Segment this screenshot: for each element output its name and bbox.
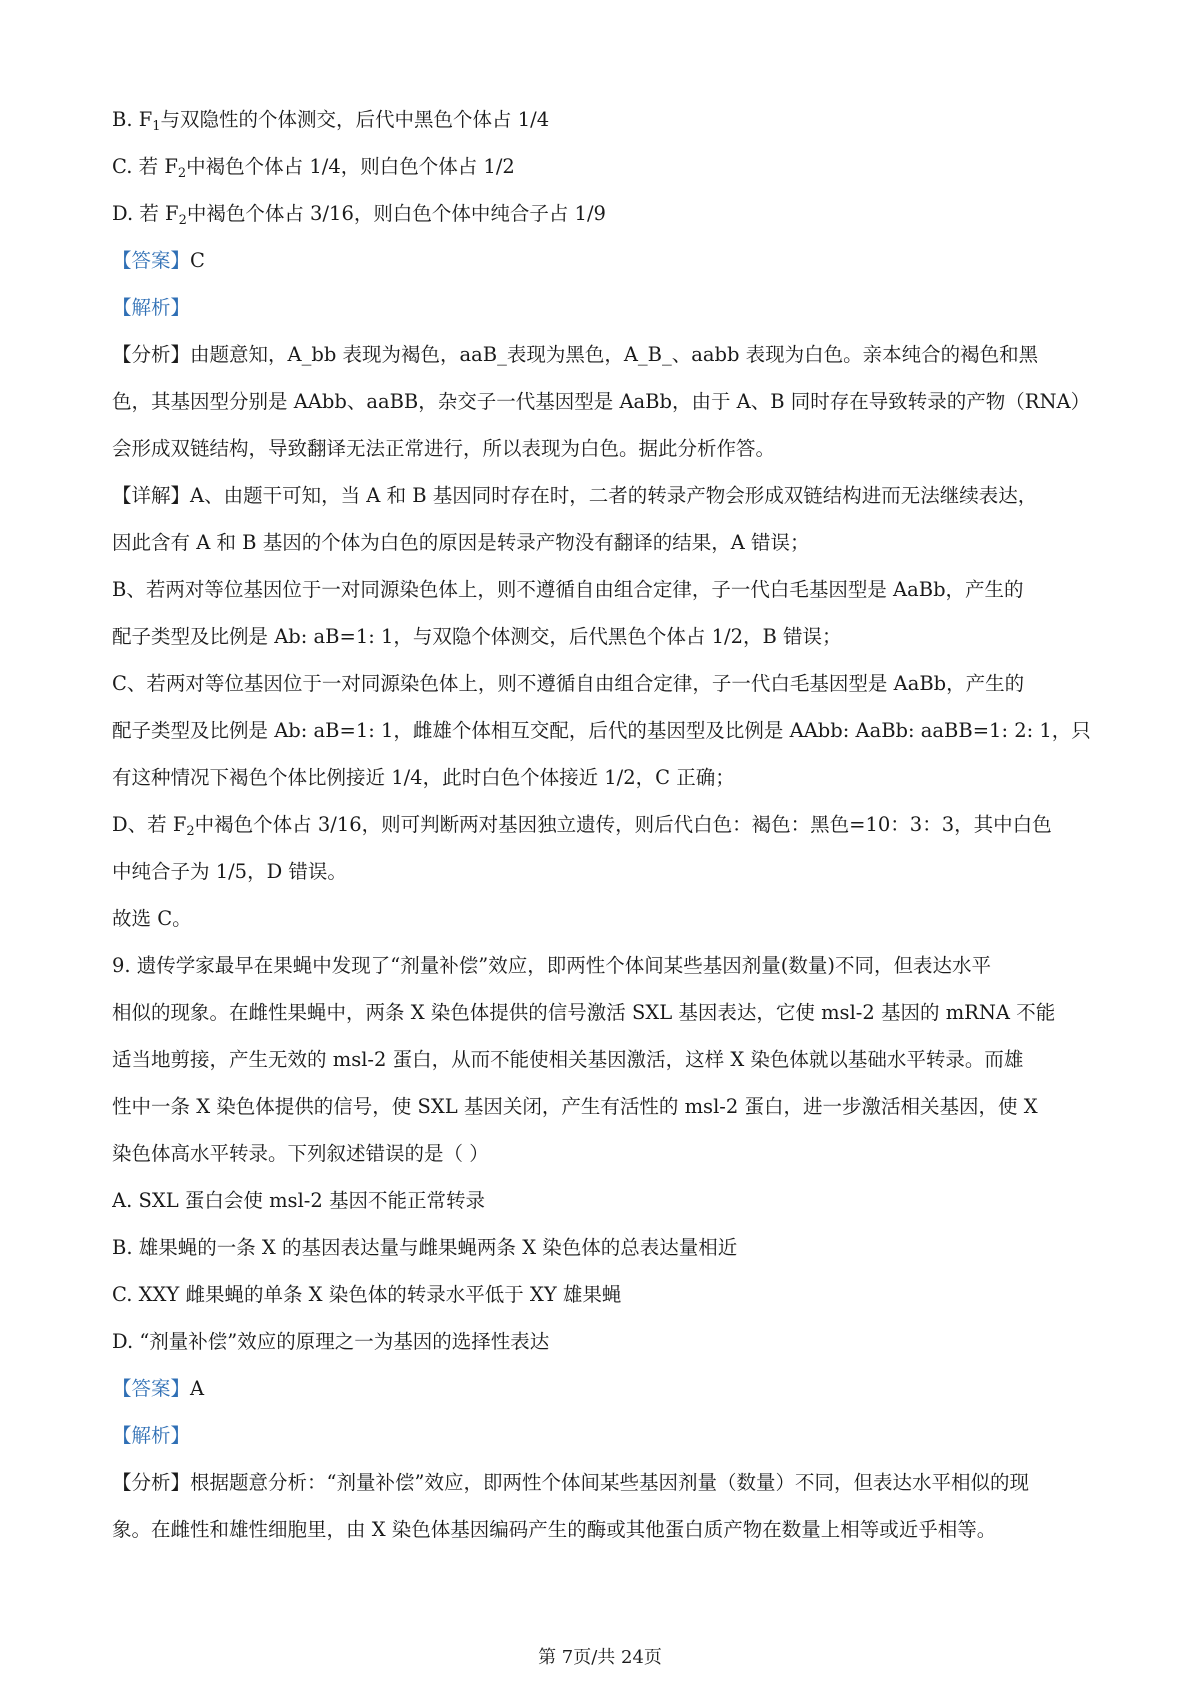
q8-fenxi-line-1 — [112, 331, 1108, 378]
q8-xiangjie-line-8 — [112, 801, 1108, 848]
xiangjie-d-prefix: D、若 F — [112, 813, 187, 836]
page-content — [112, 96, 1108, 1553]
option-b-prefix: B. F — [112, 108, 153, 131]
q8-xiangjie-line-1 — [112, 472, 1108, 519]
fenxi-tag: 【分析】 — [112, 1471, 191, 1494]
q8-fenxi-line-2: 色，其基因型分别是 AAbb、aaBB，杂交子一代基因型是 AaBb，由于 A、B 同时存在导致转录的产物（RNA） — [112, 390, 1091, 413]
option-c-text: 中褐色个体占 1/4，则白色个体占 1/2 — [186, 155, 515, 178]
subscript: 1 — [152, 119, 161, 134]
q9-option-a: A. SXL 蛋白会使 msl-2 基因不能正常转录 — [112, 1189, 485, 1212]
q9-stem-line-1: 9. 遗传学家最早在果蝇中发现了“剂量补偿”效应，即两性个体间某些基因剂量(数量)不同，但表达水平 — [112, 954, 991, 977]
q8-conclusion: 故选 C。 — [112, 907, 192, 930]
q9-stem-line-4: 性中一条 X 染色体提供的信号，使 SXL 基因关闭，产生有活性的 msl-2 蛋白，进一步激活相关基因，使 X — [112, 1095, 1038, 1118]
xiangjie-text: A、由题干可知，当 A 和 B 基因同时存在时，二者的转录产物会形成双链结构进而无法继续表达， — [190, 484, 1038, 507]
q9-stem-line-3: 适当地剪接，产生无效的 msl-2 蛋白，从而不能使相关基因激活，这样 X 染色体就以基础水平转录。而雄 — [112, 1048, 1024, 1071]
answer-tag: 【答案】 — [112, 249, 191, 272]
subscript: 2 — [186, 824, 195, 839]
q9-stem-line-2: 相似的现象。在雌性果蝇中，两条 X 染色体提供的信号激活 SXL 基因表达，它使 msl-2 基因的 mRNA 不能 — [112, 1001, 1056, 1024]
subscript: 2 — [178, 213, 187, 228]
page-number-footer: 第 7页/共 24页 — [538, 1647, 662, 1668]
analysis-tag: 【解析】 — [112, 296, 191, 319]
option-d-prefix: D. 若 F — [112, 202, 179, 225]
q8-xiangjie-line-7: 有这种情况下褐色个体比例接近 1/4，此时白色个体接近 1/2，C 正确； — [112, 766, 735, 789]
subscript: 2 — [177, 166, 187, 181]
q8-xiangjie-line-5: C、若两对等位基因位于一对同源染色体上，则不遵循自由组合定律，子一代白毛基因型是 AaBb，产生的 — [112, 672, 1025, 695]
xiangjie-d-text: 中褐色个体占 3/16，则可判断两对基因独立遗传，则后代白色：褐色：黑色=10：3：3，其中白色 — [194, 813, 1052, 836]
q9-fenxi-line-2: 象。在雌性和雄性细胞里，由 X 染色体基因编码产生的酶或其他蛋白质产物在数量上相等或近乎相等。 — [112, 1518, 997, 1541]
q8-option-c — [112, 143, 1108, 190]
option-d-text: 中褐色个体占 3/16，则白色个体中纯合子占 1/9 — [186, 202, 606, 225]
q9-stem-line-5: 染色体高水平转录。下列叙述错误的是（ ） — [112, 1142, 489, 1165]
xiangjie-tag: 【详解】 — [112, 484, 191, 507]
q9-option-c: C. XXY 雌果蝇的单条 X 染色体的转录水平低于 XY 雄果蝇 — [112, 1283, 622, 1306]
q8-fenxi-line-3: 会形成双链结构，导致翻译无法正常进行，所以表现为白色。据此分析作答。 — [112, 437, 776, 460]
analysis-tag: 【解析】 — [112, 1424, 191, 1447]
q8-answer — [112, 237, 1108, 284]
option-b-text: 与双隐性的个体测交，后代中黑色个体占 1/4 — [160, 108, 550, 131]
q9-option-d: D. “剂量补偿”效应的原理之一为基因的选择性表达 — [112, 1330, 550, 1353]
answer-tag: 【答案】 — [112, 1377, 191, 1400]
q9-analysis-heading — [112, 1412, 1108, 1459]
fenxi-text: 根据题意分析：“剂量补偿”效应，即两性个体间某些基因剂量（数量）不同，但表达水平相似的现 — [190, 1471, 1029, 1494]
q8-analysis-heading — [112, 284, 1108, 331]
q8-xiangjie-line-9: 中纯合子为 1/5，D 错误。 — [112, 860, 347, 883]
q8-option-b — [112, 96, 1108, 143]
q8-xiangjie-line-3: B、若两对等位基因位于一对同源染色体上，则不遵循自由组合定律，子一代白毛基因型是 AaBb，产生的 — [112, 578, 1024, 601]
q8-xiangjie-line-6: 配子类型及比例是 Ab: aB=1: 1，雌雄个体相互交配，后代的基因型及比例是 AAbb: AaBb: aaBB=1: 2: 1，只 — [112, 719, 1091, 742]
q8-option-d — [112, 190, 1108, 237]
answer-value: A — [190, 1377, 205, 1400]
fenxi-tag: 【分析】 — [112, 343, 191, 366]
q9-answer — [112, 1365, 1108, 1412]
q9-option-b: B. 雄果蝇的一条 X 的基因表达量与雌果蝇两条 X 染色体的总表达量相近 — [112, 1236, 738, 1259]
fenxi-text: 由题意知，A_bb 表现为褐色，aaB_表现为黑色，A_B_、aabb 表现为白色。亲本纯合的褐色和黑 — [190, 343, 1039, 366]
q8-xiangjie-line-2: 因此含有 A 和 B 基因的个体为白色的原因是转录产物没有翻译的结果，A 错误； — [112, 531, 810, 554]
q9-fenxi-line-1 — [112, 1459, 1108, 1506]
q8-xiangjie-line-4: 配子类型及比例是 Ab: aB=1: 1，与双隐个体测交，后代黑色个体占 1/2，B 错误； — [112, 625, 842, 648]
option-c-prefix: C. 若 F — [112, 155, 178, 178]
answer-value: C — [190, 249, 205, 272]
